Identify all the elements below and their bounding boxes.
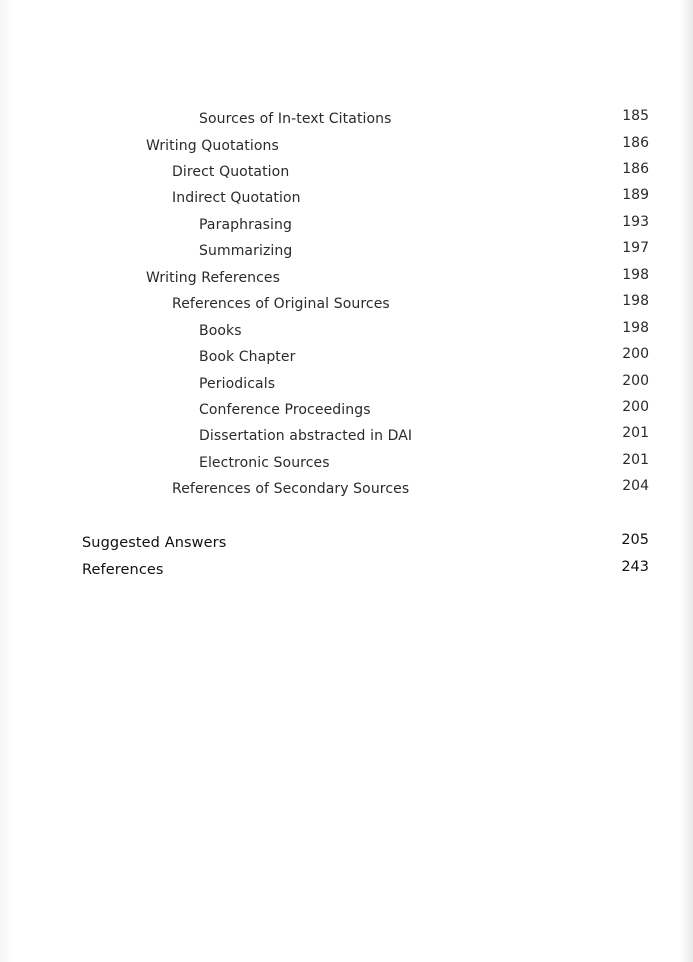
toc-entry-page: 198	[622, 267, 649, 283]
toc-entry-title: References of Original Sources	[172, 296, 390, 312]
toc-entry-references-of-secondary-sources	[0, 478, 693, 503]
toc-entry-title: Sources of In-text Citations	[199, 111, 392, 127]
toc-entry-title: Dissertation abstracted in DAI	[199, 428, 413, 444]
toc-entry-conference-proceedings	[0, 399, 693, 424]
toc-entry-title: Summarizing	[199, 243, 293, 259]
toc-entry-references	[0, 559, 693, 584]
toc-entry-title: Writing Quotations	[146, 138, 279, 154]
toc-entry-direct-quotation	[0, 161, 693, 186]
toc-entry-page: 197	[622, 240, 649, 256]
toc-entry-dissertation-abstracted-in-dai	[0, 425, 693, 450]
toc-entry-paraphrasing	[0, 214, 693, 239]
toc-entry-page: 193	[622, 214, 649, 230]
toc-entry-page: 189	[622, 187, 649, 203]
toc-entry-book-chapter	[0, 346, 693, 371]
toc-entry-suggested-answers	[0, 532, 693, 557]
toc-entry-electronic-sources	[0, 452, 693, 477]
toc-entry-page: 198	[622, 320, 649, 336]
toc-entry-title: Suggested Answers	[82, 535, 227, 551]
toc-entry-title: References	[82, 562, 164, 578]
toc-entry-books	[0, 320, 693, 345]
toc-entry-references-of-original-sources	[0, 293, 693, 318]
toc-entry-writing-quotations	[0, 135, 693, 160]
toc-entry-page: 185	[622, 108, 649, 124]
toc-entry-page: 205	[621, 532, 649, 548]
toc-entry-page: 204	[622, 478, 649, 494]
toc-entry-page: 186	[622, 161, 649, 177]
toc-entry-title: Indirect Quotation	[172, 190, 301, 206]
toc-entry-periodicals	[0, 373, 693, 398]
toc-entry-page: 200	[622, 346, 649, 362]
toc-entry-page: 201	[622, 452, 649, 468]
toc-entry-title: Book Chapter	[199, 349, 296, 365]
toc-entry-page: 243	[621, 559, 649, 575]
toc-entry-title: Paraphrasing	[199, 217, 292, 233]
toc-entry-page: 198	[622, 293, 649, 309]
toc-entry-page: 201	[622, 425, 649, 441]
toc-entry-title: Electronic Sources	[199, 455, 330, 471]
toc-entry-indirect-quotation	[0, 187, 693, 212]
toc-entry-page: 186	[622, 135, 649, 151]
toc-entry-title: Direct Quotation	[172, 164, 290, 180]
toc-entry-page: 200	[622, 373, 649, 389]
toc-entry-sources-of-in-text-citations	[0, 108, 693, 133]
toc-entry-title: References of Secondary Sources	[172, 481, 410, 497]
toc-entry-page: 200	[622, 399, 649, 415]
toc-entry-title: Periodicals	[199, 376, 276, 392]
toc-entry-title: Books	[199, 323, 242, 339]
toc-entry-writing-references	[0, 267, 693, 292]
toc-entry-title: Conference Proceedings	[199, 402, 371, 418]
toc-entry-title: Writing References	[146, 270, 281, 286]
toc-entry-summarizing	[0, 240, 693, 265]
